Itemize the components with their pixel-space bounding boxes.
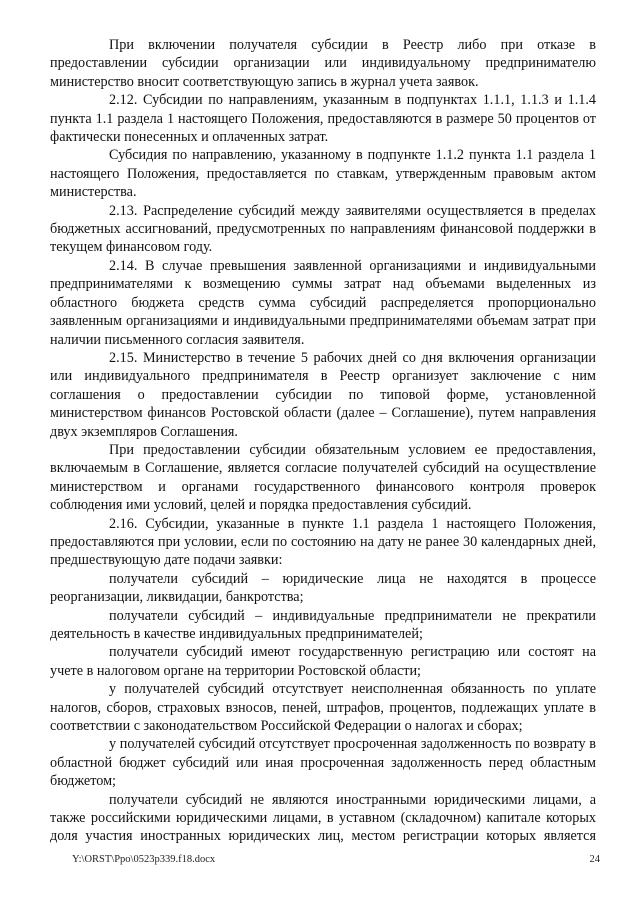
paragraph-2-15: 2.15. Министерство в течение 5 рабочих дней со дня включения организации или индивидуального предпринимателя в Реестр организует заключение с ним соглашения о предоставлении субсидии по типовой форме, установленной министерством финансов Ростовской области (далее – Соглашение), путем направления двух экземпляров Соглашения. [50, 349, 596, 440]
list-item-foreign-entities: получатели субсидий не являются иностранными юридическими лицами, а также российскими юридическими лицами, в уставном (складочном) капитале которых доля участия иностранных юридических лиц, местом регистрации которых является [50, 791, 596, 845]
list-item-tax-obligations: у получателей субсидий отсутствует неисполненная обязанность по уплате налогов, сборов, страховых взносов, пеней, штрафов, процентов, подлежащих уплате в соответствии с законодательством Российской Федерации о налогах и сборах; [50, 681, 596, 735]
footer-file-path: Y:\ORST\Ppo\0523p339.f18.docx [72, 854, 216, 865]
list-item-legal-entities: получатели субсидий – юридические лица не находятся в процессе реорганизации, ликвидации, банкротства; [50, 570, 596, 606]
paragraph-2-14: 2.14. В случае превышения заявленной организациями и индивидуальными предпринимателями к возмещению суммы затрат над объемами выделенных из областного бюджета средств сумма субсидий распределяется пропорционально заявленным организациями и индивидуальными предпринимателями объемам затрат при наличии письменного согласия заявителя. [50, 257, 596, 348]
footer-page-number: 24 [589, 854, 600, 865]
paragraph-mandatory-condition: При предоставлении субсидии обязательным условием ее предоставления, включаемым в Соглашение, является согласие получателей субсидий на осуществление министерством и органами государственного финансового контроля проверок соблюдения ими условий, целей и порядка предоставления субсидий. [50, 441, 596, 514]
list-item-registration: получатели субсидий имеют государственную регистрацию или состоят на учете в налоговом органе на территории Ростовской области; [50, 644, 596, 679]
document-page [50, 36, 596, 846]
paragraph-2-16: 2.16. Субсидии, указанные в пункте 1.1 раздела 1 настоящего Положения, предоставляются при условии, если по состоянию на дату не ранее 30 календарных дней, предшествующую дате подачи заявки: [50, 515, 596, 569]
paragraph-registry-entry: При включении получателя субсидии в Реестр либо при отказе в предоставлении субсидии организации или индивидуальному предпринимателю министерство вносит соответствующую запись в журнал учета заявок. [50, 37, 596, 90]
paragraph-2-13: 2.13. Распределение субсидий между заявителями осуществляется в пределах бюджетных ассигнований, предусмотренных по направлениям финансовой поддержки в текущем финансовом году. [50, 202, 596, 256]
paragraph-subsidy-rates: Субсидия по направлению, указанному в подпункте 1.1.2 пункта 1.1 раздела 1 настоящего Положения, предоставляется по ставкам, утвержденным правовым актом министерства. [50, 147, 596, 201]
list-item-overdue-debt: у получателей субсидий отсутствует просроченная задолженность по возврату в областной бюджет субсидий или иная просроченная задолженность перед областным бюджетом; [50, 736, 596, 790]
paragraph-2-12: 2.12. Субсидии по направлениям, указанным в подпунктах 1.1.1, 1.1.3 и 1.1.4 пункта 1.1 раздела 1 настоящего Положения, предоставляются в размере 50 процентов от фактически понесенных и оплаченных затрат. [50, 92, 596, 146]
list-item-entrepreneurs: получатели субсидий – индивидуальные предприниматели не прекратили деятельность в качестве индивидуальных предпринимателей; [50, 607, 596, 642]
